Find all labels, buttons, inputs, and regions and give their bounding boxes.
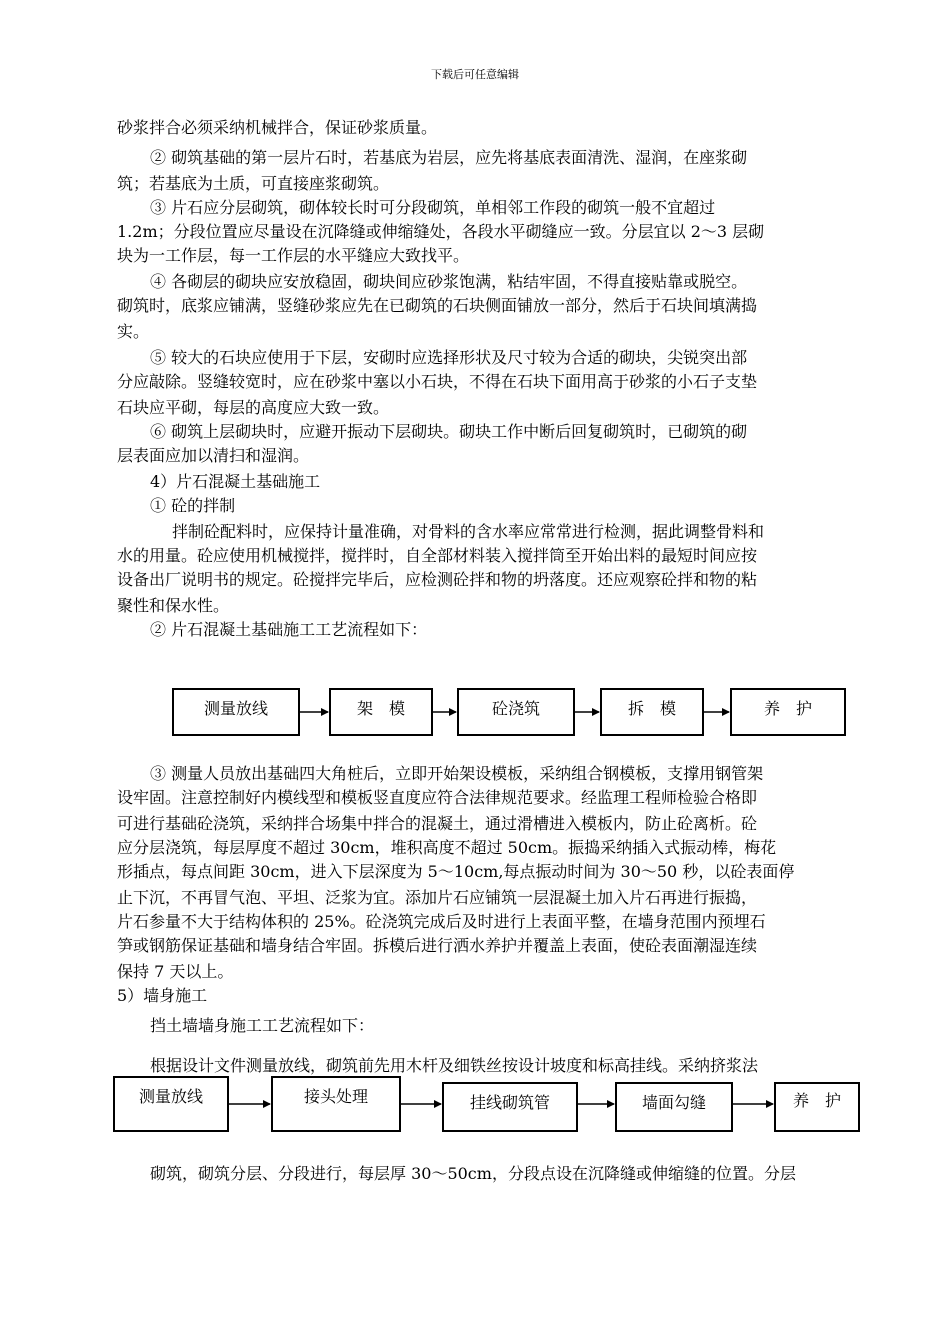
text-line: 聚性和保水性。	[117, 596, 230, 615]
flow-box-joint-treatment: 接头处理	[271, 1076, 401, 1132]
text-line: 实。	[117, 322, 150, 341]
text-line: 1.2m；分段位置应尽量设在沉降缝或伸缩缝处，各段水平砌缝应一致。分层宜以 2～3 层砌	[117, 222, 765, 241]
text-line: ② 砌筑基础的第一层片石时，若基底为岩层，应先将基底表面清洗、湿润，在座浆砌	[150, 148, 748, 167]
text-line: 应分层浇筑，每层厚度不超过 30cm，堆积高度不超过 50cm。振捣采纳插入式振动棒，梅花	[117, 838, 777, 857]
text-line: 块为一工作层，每一工作层的水平缝应大致找平。	[117, 246, 470, 265]
flow-box-pointing: 墙面勾缝	[615, 1082, 733, 1132]
text-line: 设备出厂说明书的规定。砼搅拌完毕后，应检测砼拌和物的坍落度。还应观察砼拌和物的粘	[117, 570, 758, 589]
flow-box-string-masonry: 挂线砌筑管	[442, 1082, 578, 1132]
text-line: ⑤ 较大的石块应使用于下层，安砌时应选择形状及尺寸较为合适的砌块，尖锐突出部	[150, 348, 748, 367]
text-line: 设牢固。注意控制好内模线型和模板竖直度应符合法律规范要求。经监理工程师检验合格即	[117, 788, 758, 807]
text-line: 水的用量。砼应使用机械搅拌，搅拌时，自全部材料装入搅拌筒至开始出料的最短时间应按	[117, 546, 758, 565]
text-line: ③ 测量人员放出基础四大角桩后，立即开始架设模板，采纳组合钢模板，支撑用钢管架	[150, 764, 764, 783]
text-line: 5）墙身施工	[117, 986, 208, 1005]
text-line: 砂浆拌合必须采纳机械拌合，保证砂浆质量。	[117, 118, 438, 137]
flow-box-curing: 养 护	[730, 688, 846, 736]
text-line: 石块应平砌，每层的高度应大致一致。	[117, 398, 390, 417]
text-line: ③ 片石应分层砌筑，砌体较长时可分段砌筑，单相邻工作段的砌筑一般不宜超过	[150, 198, 716, 217]
text-line: 可进行基础砼浇筑，采纳拌合场集中拌合的混凝土，通过滑槽进入模板内，防止砼离析。砼	[117, 814, 758, 833]
flow-box-survey: 测量放线	[172, 688, 300, 736]
subsection-heading: ① 砼的拌制	[150, 496, 236, 515]
text-line: 保持 7 天以上。	[117, 962, 234, 981]
text-line: 砌筑，砌筑分层、分段进行，每层厚 30～50cm，分段点设在沉降缝或伸缩缝的位置。分层	[150, 1164, 796, 1183]
section-heading: 4）片石混凝土基础施工	[150, 472, 321, 491]
text-line: 拌制砼配料时，应保持计量准确，对骨料的含水率应常常进行检测，据此调整骨料和	[172, 522, 765, 541]
flow-box-pouring: 砼浇筑	[457, 688, 575, 736]
text-line: 砌筑时，底浆应铺满，竖缝砂浆应先在已砌筑的石块侧面铺放一部分，然后于石块间填满捣	[117, 296, 758, 315]
text-line: 形插点，每点间距 30cm，进入下层深度为 5～10cm,每点振动时间为 30～50 秒，以砼表面停	[117, 862, 795, 881]
page-header: 下载后可任意编辑	[431, 68, 519, 81]
section-heading: 挡土墙墙身施工工艺流程如下：	[150, 1016, 375, 1035]
text-line: 根据设计文件测量放线，砌筑前先用木杆及细铁丝按设计坡度和标高挂线。采纳挤浆法	[150, 1056, 759, 1075]
text-line: ④ 各砌层的砌块应安放稳固，砌块间应砂浆饱满，粘结牢固，不得直接贴靠或脱空。	[150, 272, 748, 291]
text-line: 筑；若基底为土质，可直接座浆砌筑。	[117, 174, 390, 193]
flow-box-survey: 测量放线	[113, 1076, 229, 1132]
flow-box-formwork: 架 模	[329, 688, 433, 736]
text-line: 止下沉，不再冒气泡、平坦、泛浆为宜。添加片石应铺筑一层混凝土加入片石再进行振捣，	[117, 888, 758, 907]
text-line: 分应敲除。竖缝较宽时，应在砂浆中塞以小石块，不得在石块下面用高于砂浆的小石子支垫	[117, 372, 758, 391]
text-line: 笋或钢筋保证基础和墙身结合牢固。拆模后进行洒水养护并覆盖上表面，使砼表面潮湿连续	[117, 936, 758, 955]
flow-box-remove-formwork: 拆 模	[600, 688, 704, 736]
text-line: ⑥ 砌筑上层砌块时，应避开振动下层砌块。砌块工作中断后回复砌筑时，已砌筑的砌	[150, 422, 748, 441]
flow-box-curing: 养 护	[774, 1082, 860, 1132]
subsection-heading: ② 片石混凝土基础施工工艺流程如下：	[150, 620, 428, 639]
text-line: 片石参量不大于结构体积的 25%。砼浇筑完成后及时进行上表面平整，在墙身范围内预埋石	[117, 912, 766, 931]
text-line: 层表面应加以清扫和湿润。	[117, 446, 310, 465]
